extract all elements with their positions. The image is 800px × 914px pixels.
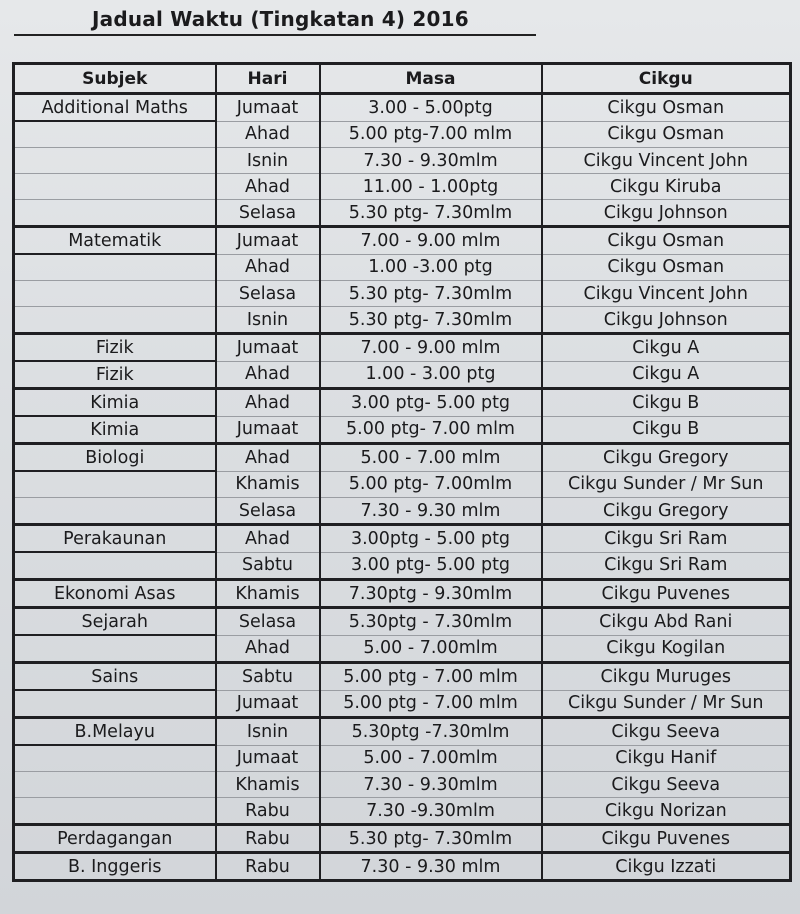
cell-masa: 5.00 ptg- 7.00 mlm (320, 416, 542, 444)
cell-hari: Jumaat (216, 94, 320, 122)
cell-cikgu: Cikgu Johnson (542, 307, 791, 334)
table-row (14, 254, 791, 281)
table-row (14, 94, 791, 122)
cell-subjek (14, 772, 216, 798)
table-row (14, 690, 791, 718)
cell-cikgu: Cikgu Seeva (542, 772, 791, 798)
cell-subjek (14, 281, 216, 307)
cell-cikgu: Cikgu A (542, 334, 791, 362)
cell-cikgu: Cikgu Osman (542, 94, 791, 122)
cell-hari: Isnin (216, 148, 320, 174)
cell-cikgu: Cikgu Hanif (542, 745, 791, 772)
table-row (14, 444, 791, 472)
cell-hari: Jumaat (216, 690, 320, 718)
cell-hari: Rabu (216, 853, 320, 881)
cell-subjek (14, 471, 216, 498)
cell-masa: 5.30 ptg- 7.30mlm (320, 200, 542, 227)
cell-hari: Ahad (216, 254, 320, 281)
cell-hari: Khamis (216, 580, 320, 608)
cell-hari: Ahad (216, 444, 320, 472)
cell-masa: 5.30 ptg- 7.30mlm (320, 307, 542, 334)
cell-hari: Sabtu (216, 552, 320, 580)
cell-cikgu: Cikgu Izzati (542, 853, 791, 881)
cell-hari: Selasa (216, 281, 320, 307)
cell-hari: Ahad (216, 121, 320, 148)
table-row (14, 635, 791, 663)
cell-hari: Khamis (216, 471, 320, 498)
cell-hari: Ahad (216, 525, 320, 553)
cell-cikgu: Cikgu Seeva (542, 718, 791, 746)
cell-masa: 5.00 ptg- 7.00mlm (320, 471, 542, 498)
table-row (14, 718, 791, 746)
header-cikgu: Cikgu (542, 64, 791, 94)
cell-subjek (14, 307, 216, 334)
cell-cikgu: Cikgu Osman (542, 121, 791, 148)
cell-subjek: Fizik (14, 334, 216, 362)
table-row (14, 334, 791, 362)
table-row (14, 227, 791, 255)
table-row (14, 281, 791, 307)
cell-subjek (14, 690, 216, 718)
cell-subjek (14, 254, 216, 281)
table-row (14, 798, 791, 825)
cell-cikgu: Cikgu Gregory (542, 498, 791, 525)
cell-hari: Ahad (216, 174, 320, 200)
cell-masa: 7.30 - 9.30mlm (320, 772, 542, 798)
cell-cikgu: Cikgu Puvenes (542, 580, 791, 608)
cell-cikgu: Cikgu B (542, 416, 791, 444)
cell-masa: 5.30ptg - 7.30mlm (320, 608, 542, 636)
cell-cikgu: Cikgu B (542, 389, 791, 417)
cell-hari: Selasa (216, 498, 320, 525)
cell-masa: 5.30ptg -7.30mlm (320, 718, 542, 746)
cell-subjek (14, 498, 216, 525)
cell-subjek: Fizik (14, 361, 216, 389)
cell-masa: 5.00 ptg - 7.00 mlm (320, 663, 542, 691)
cell-subjek (14, 174, 216, 200)
header-row (14, 64, 791, 94)
cell-masa: 1.00 - 3.00 ptg (320, 361, 542, 389)
cell-masa: 5.00 ptg-7.00 mlm (320, 121, 542, 148)
cell-hari: Selasa (216, 608, 320, 636)
cell-subjek (14, 635, 216, 663)
table-row (14, 608, 791, 636)
cell-hari: Khamis (216, 772, 320, 798)
cell-hari: Isnin (216, 718, 320, 746)
cell-subjek (14, 200, 216, 227)
cell-subjek: B.Melayu (14, 718, 216, 746)
cell-cikgu: Cikgu Osman (542, 227, 791, 255)
cell-hari: Rabu (216, 825, 320, 853)
cell-masa: 5.00 - 7.00mlm (320, 745, 542, 772)
table-row (14, 174, 791, 200)
cell-subjek (14, 798, 216, 825)
cell-masa: 7.00 - 9.00 mlm (320, 227, 542, 255)
cell-masa: 5.30 ptg- 7.30mlm (320, 825, 542, 853)
cell-cikgu: Cikgu Sri Ram (542, 525, 791, 553)
cell-subjek: Sains (14, 663, 216, 691)
cell-subjek: Ekonomi Asas (14, 580, 216, 608)
cell-subjek (14, 148, 216, 174)
cell-subjek: Biologi (14, 444, 216, 472)
cell-subjek: Kimia (14, 416, 216, 444)
table-row (14, 525, 791, 553)
header-masa: Masa (320, 64, 542, 94)
cell-masa: 5.30 ptg- 7.30mlm (320, 281, 542, 307)
title-underline (14, 34, 536, 36)
timetable-body (14, 94, 791, 881)
cell-hari: Ahad (216, 389, 320, 417)
cell-cikgu: Cikgu Sunder / Mr Sun (542, 690, 791, 718)
cell-subjek (14, 745, 216, 772)
header-hari: Hari (216, 64, 320, 94)
cell-masa: 7.30ptg - 9.30mlm (320, 580, 542, 608)
cell-masa: 7.00 - 9.00 mlm (320, 334, 542, 362)
cell-subjek: Matematik (14, 227, 216, 255)
cell-hari: Jumaat (216, 745, 320, 772)
table-row (14, 416, 791, 444)
cell-subjek (14, 121, 216, 148)
cell-masa: 5.00 ptg - 7.00 mlm (320, 690, 542, 718)
cell-hari: Rabu (216, 798, 320, 825)
cell-subjek: Kimia (14, 389, 216, 417)
cell-masa: 1.00 -3.00 ptg (320, 254, 542, 281)
cell-masa: 5.00 - 7.00mlm (320, 635, 542, 663)
cell-subjek (14, 552, 216, 580)
cell-masa: 3.00 ptg- 5.00 ptg (320, 552, 542, 580)
cell-masa: 3.00 ptg- 5.00 ptg (320, 389, 542, 417)
cell-cikgu: Cikgu Puvenes (542, 825, 791, 853)
table-row (14, 825, 791, 853)
table-row (14, 121, 791, 148)
cell-hari: Jumaat (216, 227, 320, 255)
cell-cikgu: Cikgu Muruges (542, 663, 791, 691)
cell-subjek: Perdagangan (14, 825, 216, 853)
cell-subjek: B. Inggeris (14, 853, 216, 881)
cell-cikgu: Cikgu Sri Ram (542, 552, 791, 580)
cell-cikgu: Cikgu Vincent John (542, 281, 791, 307)
table-row (14, 552, 791, 580)
table-row (14, 471, 791, 498)
cell-subjek: Perakaunan (14, 525, 216, 553)
cell-masa: 7.30 - 9.30 mlm (320, 853, 542, 881)
cell-masa: 5.00 - 7.00 mlm (320, 444, 542, 472)
table-row (14, 853, 791, 881)
table-row (14, 580, 791, 608)
cell-cikgu: Cikgu Vincent John (542, 148, 791, 174)
cell-cikgu: Cikgu Sunder / Mr Sun (542, 471, 791, 498)
cell-cikgu: Cikgu A (542, 361, 791, 389)
table-row (14, 200, 791, 227)
cell-hari: Selasa (216, 200, 320, 227)
cell-masa: 3.00 - 5.00ptg (320, 94, 542, 122)
table-row (14, 663, 791, 691)
cell-subjek: Sejarah (14, 608, 216, 636)
cell-masa: 3.00ptg - 5.00 ptg (320, 525, 542, 553)
cell-masa: 7.30 - 9.30mlm (320, 148, 542, 174)
table-row (14, 361, 791, 389)
cell-masa: 7.30 -9.30mlm (320, 798, 542, 825)
table-row (14, 148, 791, 174)
cell-masa: 7.30 - 9.30 mlm (320, 498, 542, 525)
table-row (14, 307, 791, 334)
cell-hari: Jumaat (216, 334, 320, 362)
table-row (14, 389, 791, 417)
cell-cikgu: Cikgu Norizan (542, 798, 791, 825)
table-row (14, 498, 791, 525)
cell-hari: Isnin (216, 307, 320, 334)
cell-hari: Ahad (216, 635, 320, 663)
timetable (12, 62, 792, 882)
page-title: Jadual Waktu (Tingkatan 4) 2016 (92, 7, 469, 31)
header-subjek: Subjek (14, 64, 216, 94)
cell-cikgu: Cikgu Abd Rani (542, 608, 791, 636)
table-row (14, 745, 791, 772)
cell-subjek: Additional Maths (14, 94, 216, 122)
cell-hari: Jumaat (216, 416, 320, 444)
cell-cikgu: Cikgu Kiruba (542, 174, 791, 200)
table-row (14, 772, 791, 798)
cell-cikgu: Cikgu Johnson (542, 200, 791, 227)
cell-cikgu: Cikgu Osman (542, 254, 791, 281)
cell-cikgu: Cikgu Kogilan (542, 635, 791, 663)
cell-masa: 11.00 - 1.00ptg (320, 174, 542, 200)
cell-hari: Sabtu (216, 663, 320, 691)
cell-hari: Ahad (216, 361, 320, 389)
cell-cikgu: Cikgu Gregory (542, 444, 791, 472)
